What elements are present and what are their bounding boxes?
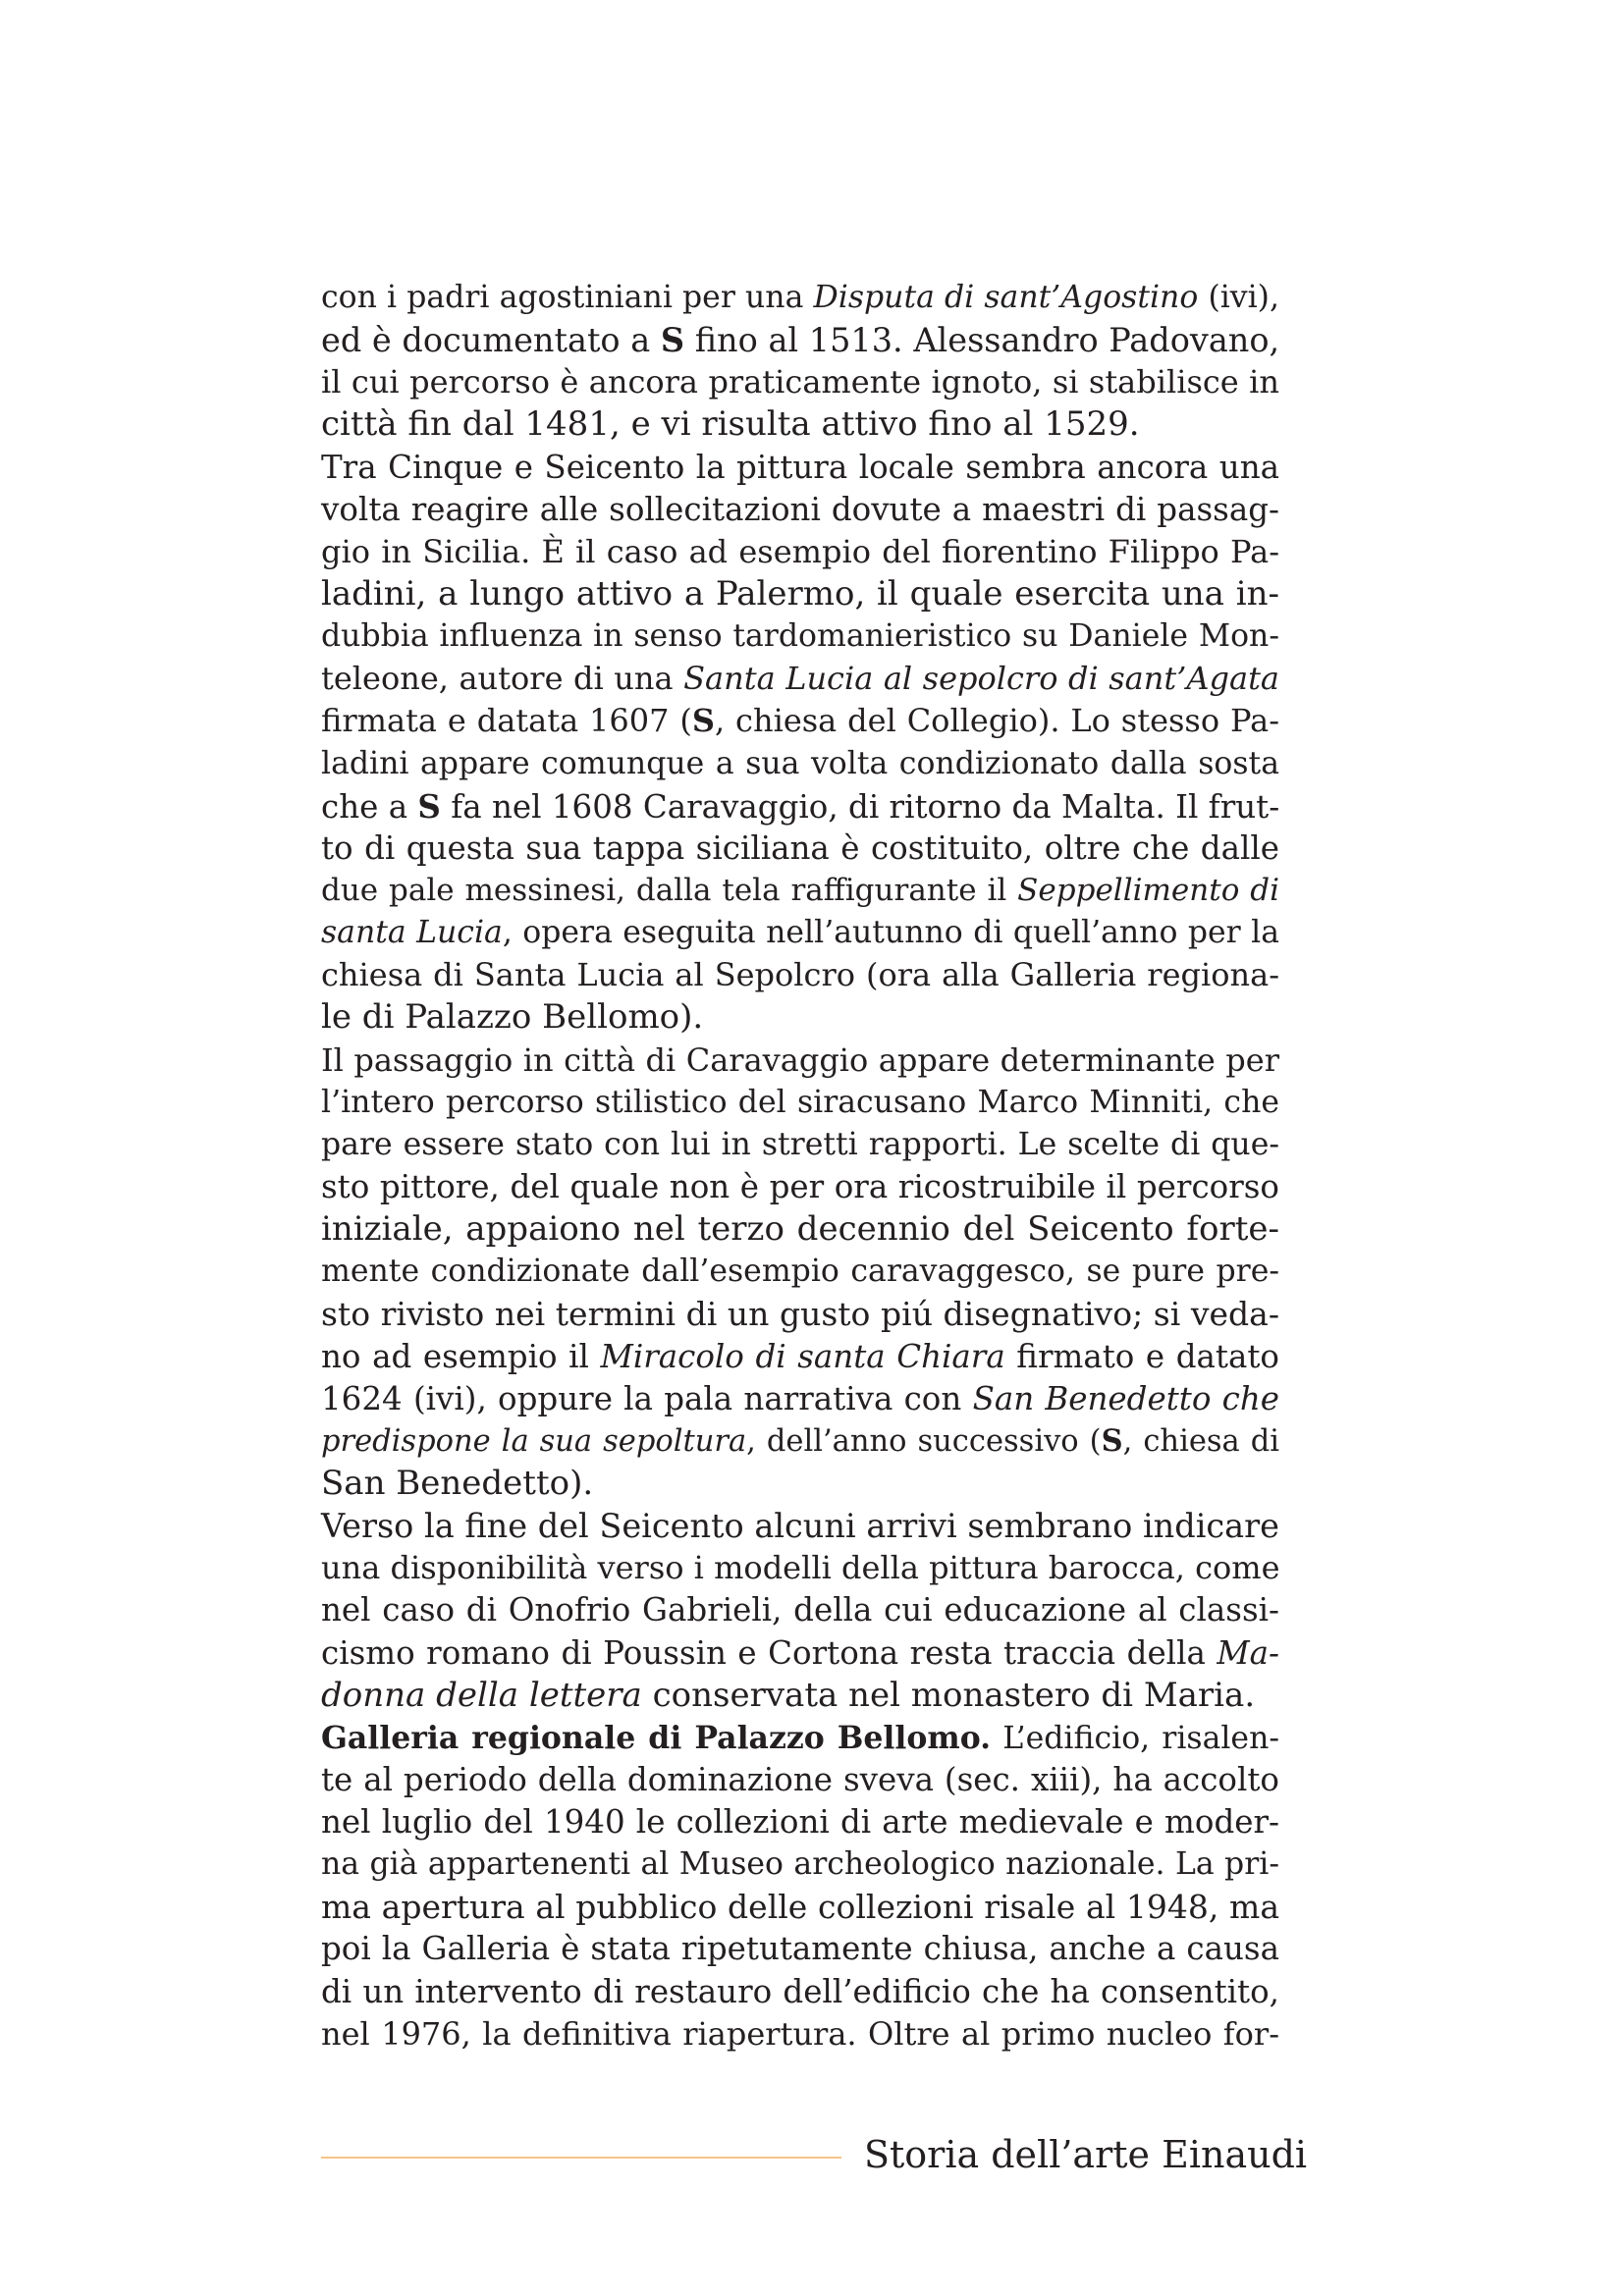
text-run: ed è documentato a — [321, 321, 661, 360]
text-run: nel caso di Onofrio Gabrieli, della cui educazione al classi- — [321, 1591, 1279, 1629]
text-line — [321, 615, 1279, 658]
text-line — [321, 1759, 1279, 1801]
text-line — [321, 700, 1279, 742]
italic-title: Miracolo di santa Chiara — [600, 1337, 1005, 1375]
text-line — [321, 1675, 1279, 1717]
text-run: di un intervento di restauro dell’edificio che ha consentito, — [321, 1972, 1279, 2010]
bold-text: S — [417, 786, 441, 826]
text-run: mente condizionate dall’esempio caravaggesco, se pure pre- — [321, 1254, 1279, 1290]
text-line — [321, 531, 1279, 573]
text-run: una disponibilità verso i modelli della pittura barocca, come — [321, 1549, 1280, 1587]
text-line — [321, 1251, 1279, 1293]
text-run: ladini, a lungo attivo a Palermo, il quale esercita una in- — [321, 573, 1279, 614]
text-line — [321, 1420, 1279, 1463]
text-line — [321, 2013, 1279, 2056]
bold-text: S — [660, 321, 685, 360]
text-run: il cui percorso è ancora praticamente ignoto, si stabilisce in — [321, 363, 1279, 401]
italic-title: santa Lucia — [321, 915, 503, 951]
footer-title: Storia dell’arte Einaudi — [864, 2133, 1308, 2176]
text-run: sto pittore, del quale non è per ora ricostruibile il percorso — [321, 1167, 1279, 1205]
text-run: no ad esempio il — [321, 1337, 601, 1375]
text-run: che a — [321, 787, 418, 826]
text-line — [321, 1208, 1279, 1251]
italic-title: Disputa di sant’Agostino — [813, 280, 1199, 315]
text-run: iniziale, appaiono nel terzo decennio del Seicento forte- — [321, 1209, 1279, 1250]
text-run: città fin dal 1481, e vi risulta attivo fino al 1529. — [321, 404, 1140, 445]
text-run: gio in Sicilia. È il caso ad esempio del fiorentino Filippo Pa- — [321, 532, 1279, 570]
text-run: volta reagire alle sollecitazioni dovute a maestri di passag- — [321, 490, 1279, 528]
text-run: nel 1976, la definitiva riapertura. Oltre al primo nucleo for- — [321, 2014, 1279, 2053]
text-line — [321, 1082, 1279, 1124]
text-line — [321, 1717, 1279, 1759]
footer-rule — [321, 2157, 841, 2159]
text-run: l’intero percorso stilistico del siracusano Marco Minniti, che — [321, 1084, 1279, 1120]
text-run: ma apertura al pubblico delle collezioni risale al 1948, ma — [321, 1888, 1279, 1927]
text-line — [321, 785, 1279, 828]
text-run: ladini appare comunque a sua volta condizionato dalla sosta — [321, 745, 1279, 781]
text-line — [321, 743, 1279, 785]
text-line — [321, 1632, 1279, 1675]
text-line — [321, 319, 1279, 361]
text-run: , dell’anno successivo ( — [746, 1423, 1102, 1459]
text-run: chiesa di Santa Lucia al Sepolcro (ora alla Galleria regiona- — [321, 956, 1279, 994]
text-line — [321, 912, 1279, 954]
text-line — [321, 1463, 1279, 1505]
text-line — [321, 403, 1279, 446]
bold-text: S — [1101, 1422, 1123, 1459]
text-run: (ivi), — [1198, 280, 1279, 315]
text-line — [321, 1166, 1279, 1208]
text-line — [321, 1928, 1279, 1970]
italic-title: Santa Lucia al sepolcro di sant’Agata — [683, 660, 1280, 698]
text-line — [321, 489, 1279, 531]
text-run: dubbia influenza in senso tardomanieristico su Daniele Mon- — [321, 618, 1279, 655]
text-line — [321, 870, 1279, 912]
text-run: San Benedetto). — [321, 1463, 594, 1503]
text-run: nel luglio del 1940 le collezioni di arte medievale e moder- — [321, 1803, 1279, 1842]
text-run: na già appartenenti al Museo archeologico nazionale. La pri- — [321, 1846, 1279, 1883]
bold-text: S — [691, 702, 715, 740]
text-run: L’edificio, risalen- — [991, 1720, 1279, 1756]
text-line — [321, 1886, 1279, 1928]
text-line — [321, 277, 1279, 319]
text-run: poi la Galleria è stata ripetutamente chiusa, anche a causa — [321, 1930, 1279, 1968]
text-line — [321, 658, 1279, 700]
text-line — [321, 996, 1279, 1039]
text-line — [321, 1293, 1279, 1335]
text-line — [321, 1124, 1279, 1166]
text-line — [321, 828, 1279, 870]
body-text — [321, 277, 1279, 2056]
text-line — [321, 1505, 1279, 1547]
text-run: conservata nel monastero di Maria. — [641, 1675, 1256, 1715]
text-run: Il passaggio in città di Caravaggio appare determinante per — [321, 1041, 1279, 1079]
text-line — [321, 1040, 1279, 1082]
text-run: fino al 1513. Alessandro Padovano, — [684, 321, 1280, 360]
text-line — [321, 1547, 1279, 1589]
text-run: , opera eseguita nell’autunno di quell’anno per la — [502, 915, 1279, 951]
italic-title: Seppellimento di — [1017, 872, 1279, 908]
text-run: sto rivisto nei termini di un gusto piú disegnativo; si veda- — [321, 1295, 1279, 1334]
text-run: firmata e datata 1607 ( — [321, 702, 692, 740]
text-run: cismo romano di Poussin e Cortona resta traccia della — [321, 1633, 1217, 1672]
italic-title: predispone la sua sepoltura — [321, 1423, 747, 1459]
text-line — [321, 1336, 1279, 1378]
text-run: Verso la fine del Seicento alcuni arrivi sembrano indicare — [321, 1507, 1279, 1546]
italic-title: San Benedetto che — [972, 1379, 1280, 1417]
text-run: te al periodo della dominazione sveva (sec. xiii), ha accolto — [321, 1760, 1279, 1798]
text-run: le di Palazzo Bellomo). — [321, 997, 704, 1038]
text-run: teleone, autore di una — [321, 660, 684, 698]
text-line — [321, 361, 1279, 403]
text-line — [321, 1378, 1279, 1420]
text-run: , chiesa di — [1122, 1423, 1280, 1459]
text-run: Tra Cinque e Seicento la pittura locale sembra ancora una — [321, 448, 1279, 486]
text-run: to di questa sua tappa siciliana è costituito, oltre che dalle — [321, 828, 1279, 867]
text-run: pare essere stato con lui in stretti rapporti. Le scelte di que- — [321, 1126, 1279, 1162]
text-line — [321, 1971, 1279, 2013]
text-run: due pale messinesi, dalla tela raffigurante il — [321, 872, 1018, 908]
text-line — [321, 447, 1279, 489]
text-run: firmato e datato — [1004, 1337, 1279, 1375]
text-run: , chiesa del Collegio). Lo stesso Pa- — [714, 702, 1280, 740]
italic-title: donna della lettera — [321, 1675, 642, 1715]
text-line — [321, 1589, 1279, 1631]
text-line — [321, 573, 1279, 615]
text-line — [321, 954, 1279, 996]
text-run: 1624 (ivi), oppure la pala narrativa con — [321, 1379, 973, 1417]
bold-text: Galleria regionale di Palazzo Bellomo. — [321, 1719, 992, 1756]
text-line — [321, 1843, 1279, 1886]
text-line — [321, 1801, 1279, 1843]
text-run: con i padri agostiniani per una — [321, 280, 814, 315]
italic-title: Ma- — [1217, 1633, 1279, 1672]
text-run: fa nel 1608 Caravaggio, di ritorno da Malta. Il frut- — [440, 787, 1280, 826]
